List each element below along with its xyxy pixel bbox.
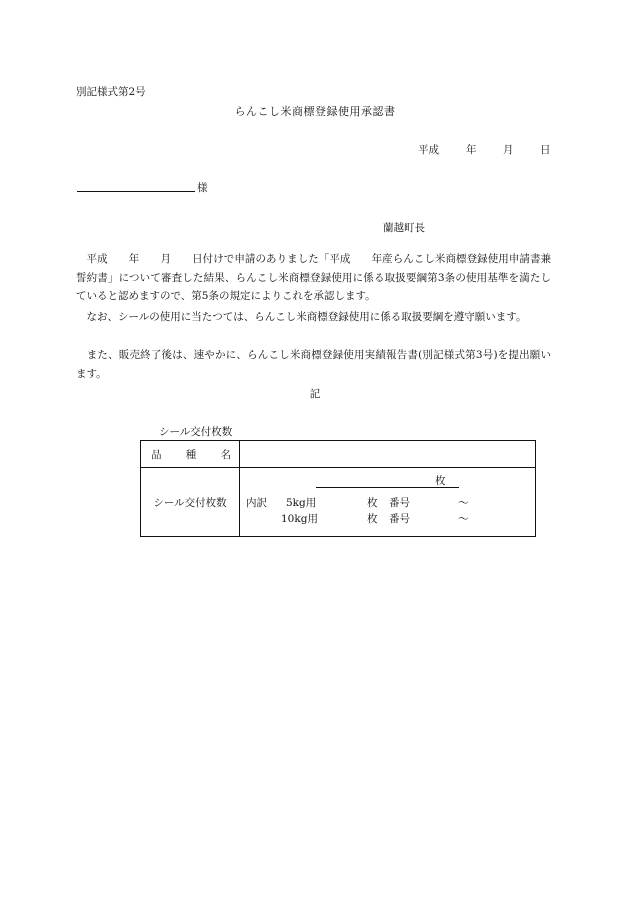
product-label-char: 種 xyxy=(185,448,197,461)
document-title: らんこし米商標登録使用承認書 xyxy=(234,105,396,118)
table-caption: シール交付枚数 xyxy=(159,426,233,438)
breakdown-row-5kg xyxy=(240,495,535,511)
date-year: 年 xyxy=(466,144,477,156)
breakdown-unit: 枚 xyxy=(367,497,378,509)
table-row-product xyxy=(141,441,536,468)
issuer-name: 蘭越町長 xyxy=(383,222,425,234)
date-month: 月 xyxy=(503,144,514,156)
breakdown-range-tilde: 〜 xyxy=(458,497,469,509)
breakdown-number-label: 番号 xyxy=(389,497,410,509)
form-number: 別記様式第2号 xyxy=(76,86,146,98)
count-label-cell xyxy=(141,468,240,537)
count-value-cell[interactable] xyxy=(240,468,536,537)
paragraph-compliance: なお、シールの使用に当たつては、らんこし米商標登録使用に係る取扱要綱を遵守願います。 xyxy=(76,311,527,323)
paragraph-report: また、販売終了後は、速やかに、らんこし米商標登録使用実績報告書(別記様式第3号)を提出願います。 xyxy=(76,349,551,380)
table-row-count xyxy=(141,468,536,537)
breakdown-row-10kg xyxy=(240,511,535,527)
seal-issue-table xyxy=(140,440,536,537)
breakdown-number-label: 番号 xyxy=(389,513,410,525)
product-label-char: 名 xyxy=(220,448,231,461)
addressee-blank-line xyxy=(77,178,195,192)
total-count-unit: 枚 xyxy=(435,475,446,487)
breakdown-weight: 10kg用 xyxy=(281,513,318,525)
breakdown-label: 内訳 xyxy=(246,497,267,509)
breakdown-range-tilde: 〜 xyxy=(458,513,469,525)
breakdown-unit: 枚 xyxy=(367,513,378,525)
ki-heading: 記 xyxy=(309,388,321,400)
issue-date xyxy=(418,142,551,157)
product-value-cell[interactable] xyxy=(240,441,536,468)
paragraph-approval: 平成 年 月 日付けで申請のありました「平成 年産らんこし米商標登録使用申請書兼誓約書」について審査した結果、らんこし米商標登録使用に係る取扱要綱第3条の使用基準を満たしていると認めますので、第5条の規定によりこれを承認します。 xyxy=(76,253,551,302)
addressee-suffix: 様 xyxy=(197,182,208,194)
date-era: 平成 xyxy=(418,144,439,156)
date-day: 日 xyxy=(540,144,551,156)
product-label-char: 品 xyxy=(151,448,162,461)
product-label-cell xyxy=(141,441,240,468)
count-label: シール交付枚数 xyxy=(153,496,227,509)
breakdown-weight: 5kg用 xyxy=(286,497,317,509)
